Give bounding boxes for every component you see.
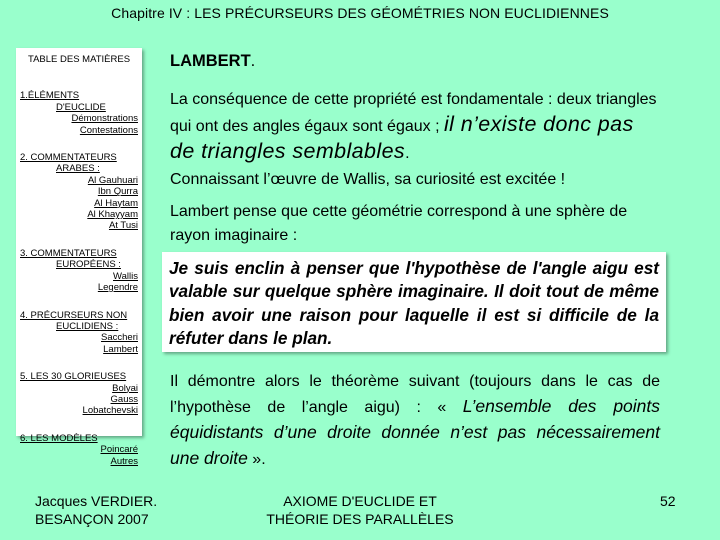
toc-heading-line: 1.ÉLÉMENTS (20, 90, 80, 102)
footer-author-place: BESANÇON 2007 (35, 511, 149, 527)
p4-text: Il démontre alors le théorème suivant (toujours dans le cas de l’hypothèse de l’angle aigu) : « (170, 373, 660, 416)
toc-item-link[interactable]: Autres (110, 455, 138, 467)
toc-section (16, 310, 142, 356)
toc-section-link[interactable] (16, 152, 142, 175)
footer-title (250, 492, 470, 528)
toc-item-link[interactable]: Ibn Qurra (97, 186, 138, 198)
page-number: 52 (660, 493, 676, 509)
paragraph-sphere: Lambert pense que cette géométrie correspond à une sphère de rayon imaginaire : (170, 203, 628, 244)
toc-item-link[interactable]: Contestations (79, 124, 138, 136)
toc-heading-line: 3. COMMENTATEURS (20, 247, 117, 259)
toc-section-link[interactable] (16, 248, 142, 271)
p1-text: La conséquence de cette propriété est fondamentale : deux triangles qui ont des angles égaux sont égaux ; (170, 91, 657, 135)
toc-heading-line: 5. LES 30 GLORIEUSES (20, 371, 127, 383)
paragraph-consequence (170, 88, 660, 166)
toc-item-link[interactable]: Bolyai (112, 382, 138, 394)
footer-author (35, 492, 180, 528)
toc-heading-line: EUCLIDIENS : (56, 320, 119, 332)
toc-sections (16, 90, 142, 467)
toc-item-link[interactable]: Démonstrations (71, 113, 138, 125)
p4-emphasis: L’ensemble des points équidistants d’une droite donnée n’est pas nécessairement une droite (170, 396, 661, 468)
footer-title-line2: THÉORIE DES PARALLÈLES (266, 511, 454, 527)
toc-section-link[interactable] (16, 371, 142, 382)
toc-section (16, 371, 142, 417)
toc-item-link[interactable]: Saccheri (101, 332, 138, 344)
section-title-text: LAMBERT (170, 52, 251, 70)
toc-section (16, 248, 142, 294)
toc-item-link[interactable]: Wallis (113, 270, 138, 282)
toc-item-link[interactable]: Al Gauhuari (87, 174, 138, 186)
toc-heading-line: 4. PRÉCURSEURS NON (20, 309, 128, 321)
toc-title: TABLE DES MATIÈRES (27, 54, 131, 65)
toc-heading-line: EUROPÉENS : (56, 259, 121, 271)
main-content (170, 52, 660, 244)
section-title-dot: . (250, 52, 256, 70)
footer-title-line1: AXIOME D'EUCLIDE ET (283, 493, 437, 509)
paragraph-wallis: Connaissant l’œuvre de Wallis, sa curiosité est excitée ! (170, 171, 566, 188)
p4-end: ». (247, 451, 266, 468)
lambert-quote: Je suis enclin à penser que l'hypothèse de l'angle aigu est valable sur quelque sphère imaginaire. Il doit tout de même bien avoir une raison pour laquelle il est si difficile de la réfuter dans le plan. (162, 252, 666, 352)
toc-item-link[interactable]: Legendre (97, 282, 138, 294)
footer-author-name: Jacques VERDIER. (35, 493, 158, 509)
p1-end: . (405, 145, 410, 162)
toc-item-link[interactable]: Lambert (103, 343, 138, 355)
p1-emphasis: il n’existe donc pas de triangles semblables (170, 112, 634, 163)
toc-heading-line: 2. COMMENTATEURS (20, 152, 117, 164)
toc-item-link[interactable]: Al Khayyam (87, 209, 138, 221)
table-of-contents (16, 48, 142, 467)
toc-section-link[interactable] (16, 310, 142, 333)
toc-heading-line: 6. LES MODÈLES (20, 432, 98, 444)
toc-item-link[interactable]: At Tusi (108, 220, 138, 232)
chapter-header: Chapitre IV : LES PRÉCURSEURS DES GÉOMÉTRIES NON EUCLIDIENNES (111, 5, 609, 21)
paragraph-theorem (170, 370, 660, 472)
toc-section (16, 152, 142, 232)
section-title (170, 52, 660, 71)
toc-heading-line: ARABES : (56, 163, 100, 175)
toc-section-link[interactable] (16, 433, 142, 444)
toc-section (16, 433, 142, 467)
toc-item-link[interactable]: Lobatchevski (82, 405, 138, 417)
toc-item-link[interactable]: Poincaré (100, 444, 138, 456)
toc-item-link[interactable]: Al Haytam (94, 197, 138, 209)
toc-section (16, 90, 142, 136)
toc-item-link[interactable]: Gauss (110, 393, 138, 405)
toc-heading-line: D'EUCLIDE (56, 101, 106, 113)
toc-section-link[interactable] (16, 90, 142, 113)
